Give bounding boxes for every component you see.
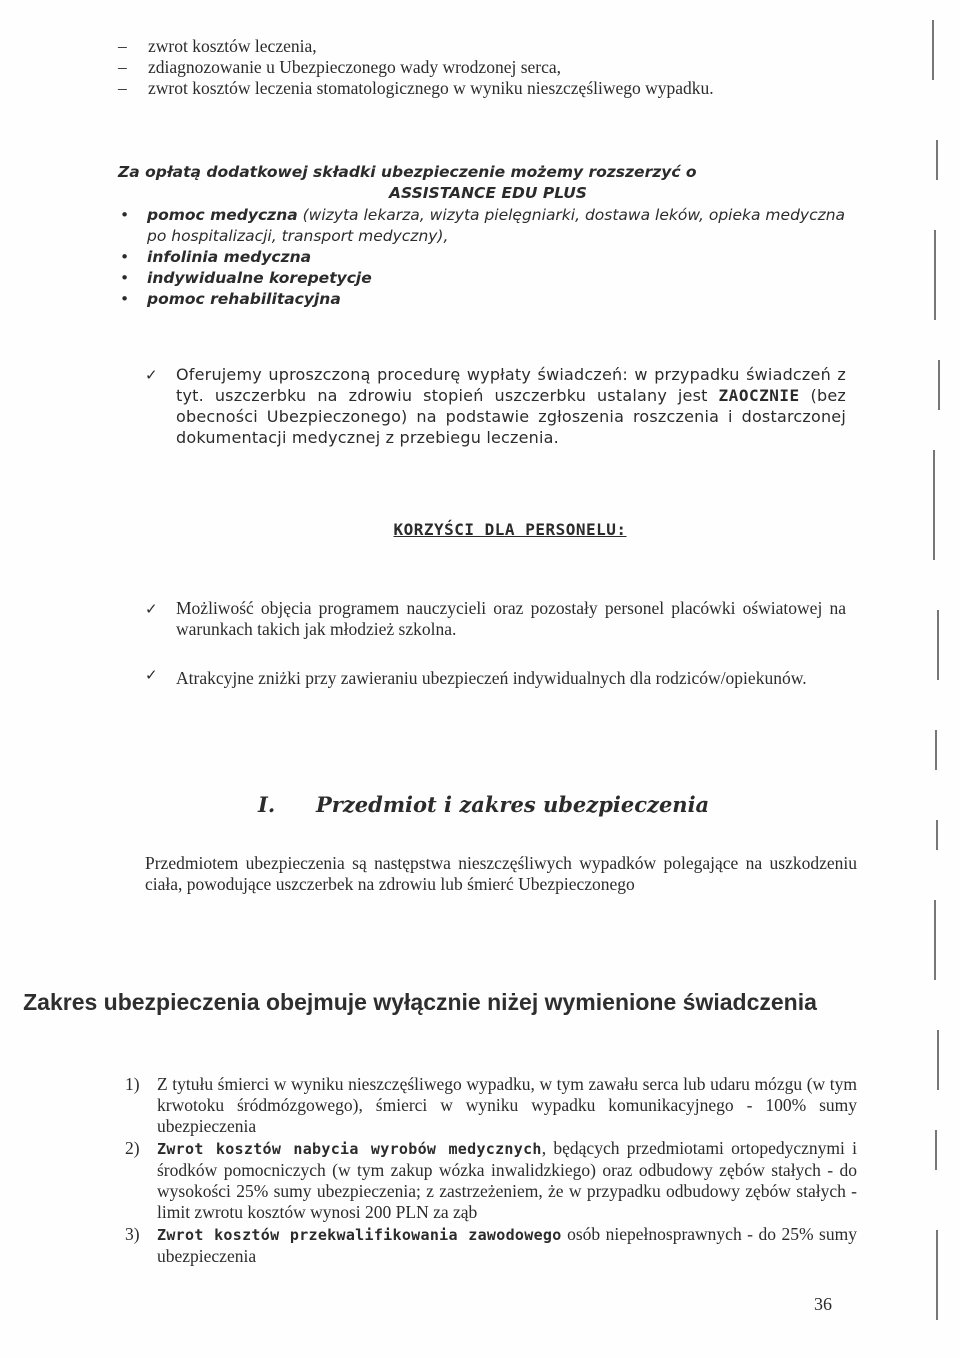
benefit-item: Możliwość objęcia programem nauczycieli oraz pozostały personel placówki oświatowej na warunkach takich jak młodzież szkolna. [176, 598, 846, 639]
item-bold: Zwrot kosztów przekwalifikowania zawodowego [157, 1226, 562, 1244]
addon-heading [118, 162, 858, 204]
list-item [118, 247, 858, 268]
addon-heading-line1: Za opłatą dodatkowej składki ubezpieczenie możemy rozszerzyć o [118, 163, 697, 181]
top-dash-list [118, 36, 714, 99]
item-text: Z tytułu śmierci w wyniku nieszczęśliwego wypadku, w tym zawału serca lub udaru mózgu (w tym krwotoku śródmózgowego), śmierci w wyniku wypadku komunikacyjnego - 100% sumy ubezpieczenia [157, 1074, 857, 1136]
scope-heading [0, 988, 840, 1017]
item-number: 3) [125, 1224, 140, 1244]
scan-edge-artifact [930, 0, 952, 1358]
list-item [118, 268, 858, 289]
list-item [125, 1138, 857, 1223]
checkmark-icon: ✓ [145, 600, 158, 618]
scope-heading-text: Zakres ubezpieczenia obejmuje wyłącznie niżej wymienione świadczenia [23, 989, 817, 1015]
item-number: 2) [125, 1138, 140, 1158]
addon-item-bold: infolinia medyczna [147, 248, 312, 266]
checkmark-icon: ✓ [145, 366, 158, 384]
section-title: Przedmiot i zakres ubezpieczenia [316, 792, 710, 817]
list-item: – zwrot kosztów leczenia stomatologicznego w wyniku nieszczęśliwego wypadku. [118, 78, 714, 99]
offer-text-1: Oferujemy uproszczoną procedurę wypłaty świadczeń: w przypadku świadczeń z tyt. uszczerbku na zdrowiu stopień uszczerbku ustalany jest [176, 365, 846, 405]
offer-bold: ZAOCZNIE [718, 386, 800, 405]
section-heading [258, 792, 709, 817]
list-item [118, 205, 858, 247]
benefits-title: KORZYŚCI DLA PERSONELU: [393, 520, 627, 539]
item-number: 1) [125, 1074, 140, 1094]
offer-paragraph [176, 364, 846, 448]
checkmark-icon: ✓ [145, 666, 158, 684]
addon-list [118, 205, 858, 310]
addon-item-bold: indywidualne korepetycje [147, 269, 372, 287]
section-number: I. [258, 792, 276, 817]
item-bold: Zwrot kosztów nabycia wyrobów medycznych [157, 1140, 542, 1158]
item-text: , będących przedmiotami ortopedycznymi i środków pomocniczych (w tym zakup wózka inwalidzkiego) oraz odbudowy zębów stałych - do wysokości 25% sumy ubezpieczenia; z zastrzeżeniem, że w przypadku odbudowy zębów stałych - limit zwrotu kosztów wynosi 200 PLN za ząb [157, 1138, 858, 1222]
page-number: 36 [814, 1294, 832, 1314]
scope-list [125, 1074, 857, 1268]
list-item [125, 1224, 857, 1267]
list-item [125, 1074, 857, 1137]
offer-text-2: (bez obecności Ubezpieczonego) na podstawie zgłoszenia roszczenia i dostarczonej dokumentacji medycznej z przebiegu leczenia. [176, 386, 846, 447]
addon-heading-line2: ASSISTANCE EDU PLUS [389, 184, 587, 202]
benefit-item: Atrakcyjne zniżki przy zawieraniu ubezpieczeń indywidualnych dla rodziców/opiekunów. [176, 668, 807, 688]
addon-item-bold: pomoc rehabilitacyjna [147, 290, 341, 308]
list-item: – zdiagnozowanie u Ubezpieczonego wady wrodzonej serca, [118, 57, 714, 78]
list-item: – zwrot kosztów leczenia, [118, 36, 714, 57]
item-text: osób niepełnosprawnych - do 25% sumy ubezpieczenia [157, 1224, 857, 1266]
addon-item-bold: pomoc medyczna [147, 206, 298, 224]
list-item [118, 289, 858, 310]
subject-paragraph: Przedmiotem ubezpieczenia są następstwa nieszczęśliwych wypadków polegające na uszkodzeniu ciała, powodujące uszczerbek na zdrowiu lub śmierć Ubezpieczonego [145, 853, 857, 894]
addon-item-text: (wizyta lekarza, wizyta pielęgniarki, dostawa leków, opieka medyczna po hospitalizacji, transport medyczny), [147, 206, 846, 245]
